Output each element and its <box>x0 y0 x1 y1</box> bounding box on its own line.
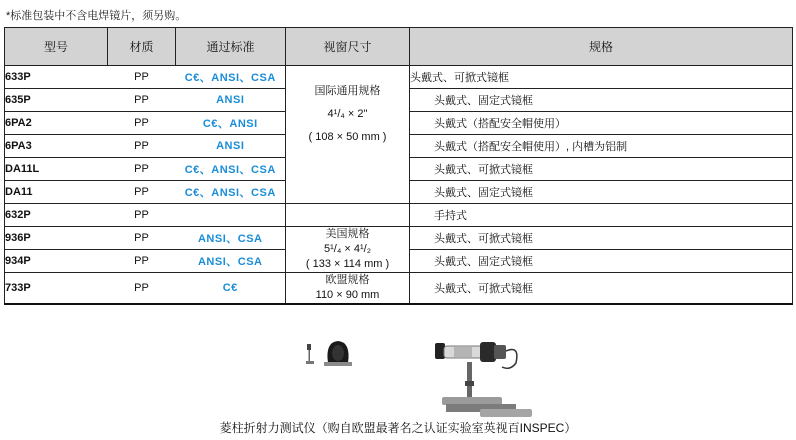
standard-cell: C€、ANSI <box>176 112 286 135</box>
standard-cell: C€、ANSI、CSA <box>176 66 286 89</box>
model-cell: 733P <box>5 273 108 305</box>
model-cell: 6PA2 <box>5 112 108 135</box>
standard-cell: C€、ANSI、CSA <box>176 158 286 181</box>
standard-cell: C€、ANSI、CSA <box>176 181 286 204</box>
caption: 菱柱折射力测试仪（购自欧盟最著名之认证实验室英视百INSPEC） <box>219 421 577 435</box>
header-standard: 通过标准 <box>176 28 286 66</box>
table-header-row <box>5 28 793 66</box>
window-us <box>286 227 410 273</box>
material-cell: PP <box>108 227 176 250</box>
header-model: 型号 <box>5 28 108 66</box>
window-empty <box>286 204 410 227</box>
window-us-mm: ( 133 × 114 mm ) <box>305 258 390 270</box>
spec-cell: 头戴式、可掀式镜框 <box>410 158 793 181</box>
standard-cell: C€ <box>176 273 286 305</box>
table-row <box>5 227 793 250</box>
model-cell: 633P <box>5 66 108 89</box>
window-eu-name: 欧盟规格 <box>325 274 370 286</box>
spec-table <box>4 27 793 305</box>
material-cell: PP <box>108 250 176 273</box>
material-cell: PP <box>108 112 176 135</box>
window-us-name: 美国规格 <box>325 228 370 240</box>
window-eu <box>286 273 410 305</box>
window-international-mm: ( 108 × 50 mm ) <box>308 131 387 143</box>
spec-cell: 头戴式、固定式镜框 <box>410 89 793 112</box>
model-cell: 936P <box>5 227 108 250</box>
model-cell: DA11L <box>5 158 108 181</box>
standard-cell: ANSI <box>176 135 286 158</box>
window-international-inch: 4¹/₄ × 2" <box>327 108 368 120</box>
standard-cell: ANSI、CSA <box>176 250 286 273</box>
small-tester-image <box>306 338 358 368</box>
model-cell: DA11 <box>5 181 108 204</box>
spec-cell: 头戴式（搭配安全帽使用） <box>410 112 793 135</box>
refraction-tester-image <box>432 331 532 419</box>
spec-cell: 头戴式、可掀式镜框 <box>410 227 793 250</box>
window-international-name: 国际通用规格 <box>314 85 381 97</box>
material-cell: PP <box>108 66 176 89</box>
model-cell: 635P <box>5 89 108 112</box>
header-window: 视窗尺寸 <box>286 28 410 66</box>
model-cell: 6PA3 <box>5 135 108 158</box>
window-eu-mm: 110 × 90 mm <box>315 289 380 301</box>
table-row <box>5 66 793 89</box>
packaging-note: *标准包装中不含电焊镜片，须另购。 <box>6 10 187 22</box>
standard-cell <box>176 204 286 227</box>
model-cell: 632P <box>5 204 108 227</box>
material-cell: PP <box>108 204 176 227</box>
spec-cell: 头戴式、固定式镜框 <box>410 250 793 273</box>
material-cell: PP <box>108 135 176 158</box>
spec-cell: 头戴式（搭配安全帽使用）, 内槽为铝制 <box>410 135 793 158</box>
material-cell: PP <box>108 273 176 305</box>
material-cell: PP <box>108 158 176 181</box>
spec-cell: 头戴式、可掀式镜框 <box>410 66 793 89</box>
table-row <box>5 273 793 305</box>
header-material: 材质 <box>108 28 176 66</box>
table-row <box>5 204 793 227</box>
standard-cell: ANSI <box>176 89 286 112</box>
window-us-inch: 5¹/₄ × 4¹/₂ <box>324 243 371 255</box>
spec-cell: 头戴式、固定式镜框 <box>410 181 793 204</box>
spec-cell: 手持式 <box>410 204 793 227</box>
spec-cell: 头戴式、可掀式镜框 <box>410 273 793 305</box>
material-cell: PP <box>108 89 176 112</box>
standard-cell: ANSI、CSA <box>176 227 286 250</box>
model-cell: 934P <box>5 250 108 273</box>
header-spec: 规格 <box>410 28 793 66</box>
material-cell: PP <box>108 181 176 204</box>
window-international <box>286 66 410 204</box>
